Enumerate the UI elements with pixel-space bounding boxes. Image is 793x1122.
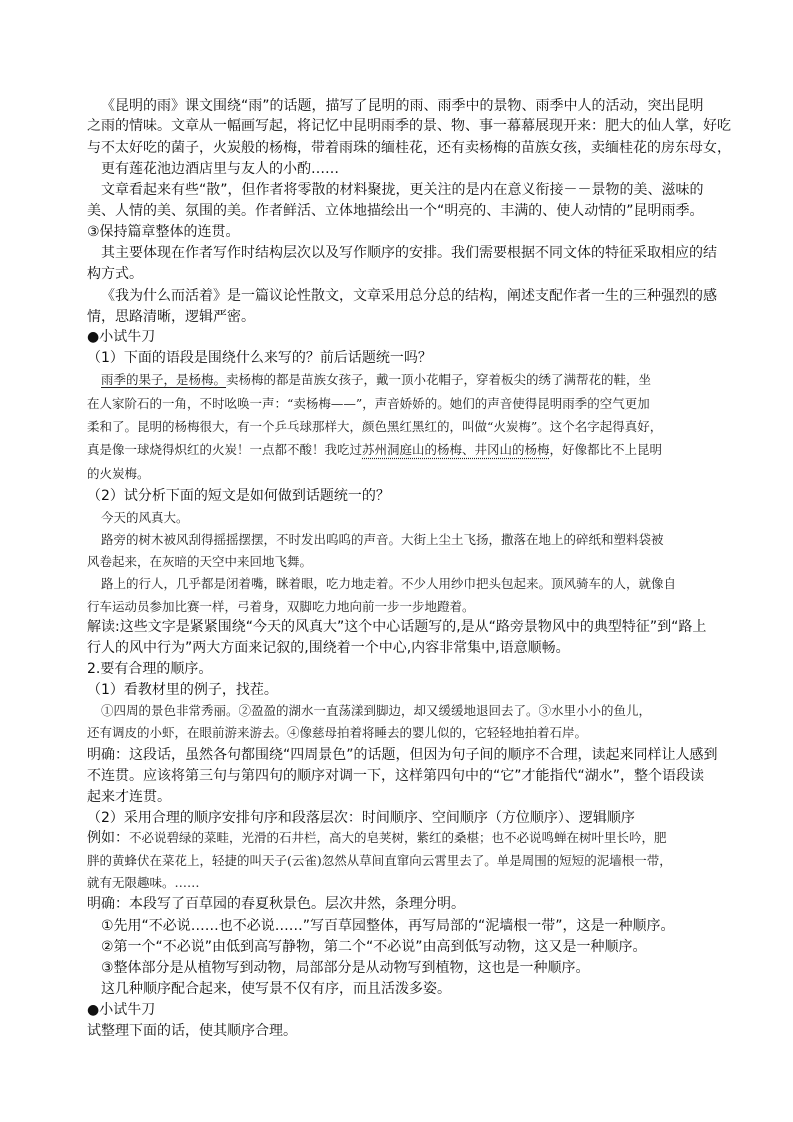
excerpt-line: 胖的黄蜂伏在菜花上，轻捷的叫天子(云雀)忽然从草间直窜向云霄里去了。单是周围的短短的泥墙根一带，: [87, 853, 672, 868]
answer-text: 起来才连贯。: [87, 789, 171, 805]
paragraph-text: 更有莲花池边酒店里与友人的小酌……: [101, 161, 339, 177]
question-heading: （2）采用合理的顺序安排句序和段落层次：时间顺序、空间顺序（方位顺序）、逻辑顺序: [87, 810, 635, 826]
excerpt-line: 的火炭梅。: [87, 466, 150, 481]
answer-text: 不连贯。应该将第三句与第四句的顺序对调一下，这样第四句中的“它”才能指代“湖水”，整个语段读: [87, 768, 705, 784]
excerpt-line: 行车运动员参加比赛一样，弓着身，双脚吃力地向前一步一步地蹬着。: [87, 599, 475, 614]
paragraph-text: 与不太好吃的菌子，火炭般的杨梅，带着雨珠的缅桂花，还有卖杨梅的苗族女孩，卖缅桂花的房东母女，: [87, 140, 731, 156]
dotted-emphasis: 苏州洞庭山的杨梅、井冈山的杨梅: [362, 442, 550, 457]
analysis-text: 行人的风中行为”两大方面来记叙的,围绕着一个中心,内容非常集中,语意顺畅。: [87, 640, 570, 656]
section-heading: ③保持篇章整体的连贯。: [87, 224, 240, 240]
excerpt-line: 柔和了。昆明的杨梅很大，有一个乒乓球那样大，颜色黑红黑红的，叫做“火炭梅”。这个名字起得真好，: [87, 419, 663, 434]
excerpt-line: 雨季的果子，是杨梅。卖杨梅的都是苗族女孩子，戴一顶小花帽子，穿着板尖的绣了满帮花的鞋，坐: [101, 372, 652, 387]
excerpt-line: 就有无限趣味。……: [87, 875, 200, 890]
paragraph-text: 之雨的情味。文章从一幅画写起，将记忆中昆明雨季的景、物、事一幕幕展现开来：肥大的仙人掌，好吃: [87, 118, 731, 134]
excerpt-line: ①四周的景色非常秀丽。②盈盈的湖水一直荡漾到脚边，却又缓缓地退回去了。③水里小小的鱼儿，: [101, 703, 652, 718]
excerpt-line: 还有调皮的小虾，在眼前游来游去。④像慈母拍着将睡去的婴儿似的，它轻轻地拍着石岸。: [87, 725, 588, 740]
excerpt-line: 路上的行人，几乎都是闭着嘴，眯着眼，吃力地走着。不少人用纱巾把头包起来。顶风骑车的人，就像自: [101, 576, 677, 591]
instruction-text: 试整理下面的话，使其顺序合理。: [87, 1023, 297, 1039]
excerpt-line: 风卷起来，在灰暗的天空中来回地飞舞。: [87, 554, 313, 569]
paragraph-text: 文章看起来有些“散”，但作者将零散的材料聚拢，更关注的是内在意义衔接－－景物的美、滋味的: [101, 182, 704, 198]
practice-heading: ●小试牛刀: [87, 1002, 156, 1018]
answer-text: 这几种顺序配合起来，使写景不仅有序，而且活泼多姿。: [101, 981, 451, 997]
practice-heading: ●小试牛刀: [87, 329, 156, 345]
paragraph-text: 《昆明的雨》课文围绕“雨”的话题，描写了昆明的雨、雨季中的景物、雨季中人的活动，突出昆明: [101, 98, 704, 114]
section-heading: 2.要有合理的顺序。: [87, 661, 213, 677]
answer-text: ①先用“不必说……也不必说……”写百草园整体，再写局部的“泥墙根一带”，这是一种顺序。: [101, 918, 675, 934]
excerpt-line: 在人家阶石的一角，不时吆唤一声：“卖杨梅——”，声音娇娇的。她们的声音使得昆明雨季的空气更加: [87, 396, 650, 411]
paragraph-text: 美、人情的美、氛围的美。作者鲜活、立体地描绘出一个“明亮的、丰满的、使人动情的”昆明雨季。: [87, 203, 704, 219]
paragraph-text: 构方式。: [87, 266, 143, 282]
excerpt-line: 真是像一球烧得炽红的火炭！一点都不酸！我吃过苏州洞庭山的杨梅、井冈山的杨梅，好像都比不上昆明: [87, 442, 663, 457]
answer-text: 明确：本段写了百草园的春夏秋景色。层次井然，条理分明。: [87, 896, 465, 912]
question-heading: （1）下面的语段是围绕什么来写的？前后话题统一吗？: [87, 350, 432, 366]
answer-text: 明确：这段话，虽然各句都围绕“四周景色”的话题，但因为句子间的顺序不合理，读起来同样让人感到: [87, 747, 718, 763]
analysis-text: 解读:这些文字是紧紧围绕“今天的风真大”这个中心话题写的,是从“路旁景物风中的典型特征”到“路上: [87, 619, 707, 635]
question-heading: （1）看教材里的例子，找茬。: [87, 682, 278, 698]
paragraph-text: 其主要体现在作者写作时结构层次以及写作顺序的安排。我们需要根据不同文体的特征采取相应的结: [101, 245, 717, 261]
answer-text: ③整体部分是从植物写到动物，局部部分是从动物写到植物，这也是一种顺序。: [101, 960, 590, 976]
question-heading: （2）试分析下面的短文是如何做到话题统一的？: [87, 488, 390, 504]
excerpt-line: 路旁的树木被风刮得摇摇摆摆，不时发出呜呜的声音。大街上尘土飞扬，撒落在地上的碎纸和塑料袋被: [101, 532, 664, 547]
paragraph-text: 《我为什么而活着》是一篇议论性散文，文章采用总分总的结构，阐述支配作者一生的三种强烈的感: [101, 288, 717, 304]
answer-text: ②第一个“不必说”由低到高写静物，第二个“不必说”由高到低写动物，这又是一种顺序。: [101, 939, 647, 955]
underlined-topic-sentence: 雨季的果子，是杨梅。: [101, 372, 227, 387]
excerpt-line: 今天的风真大。: [101, 510, 189, 525]
excerpt-line: 例如：不必说碧绿的菜畦，光滑的石井栏，高大的皂荚树，紫红的桑椹；也不必说鸣蝉在树叶里长吟，肥: [87, 830, 667, 846]
paragraph-text: 情，思路清晰，逻辑严密。: [87, 309, 255, 325]
